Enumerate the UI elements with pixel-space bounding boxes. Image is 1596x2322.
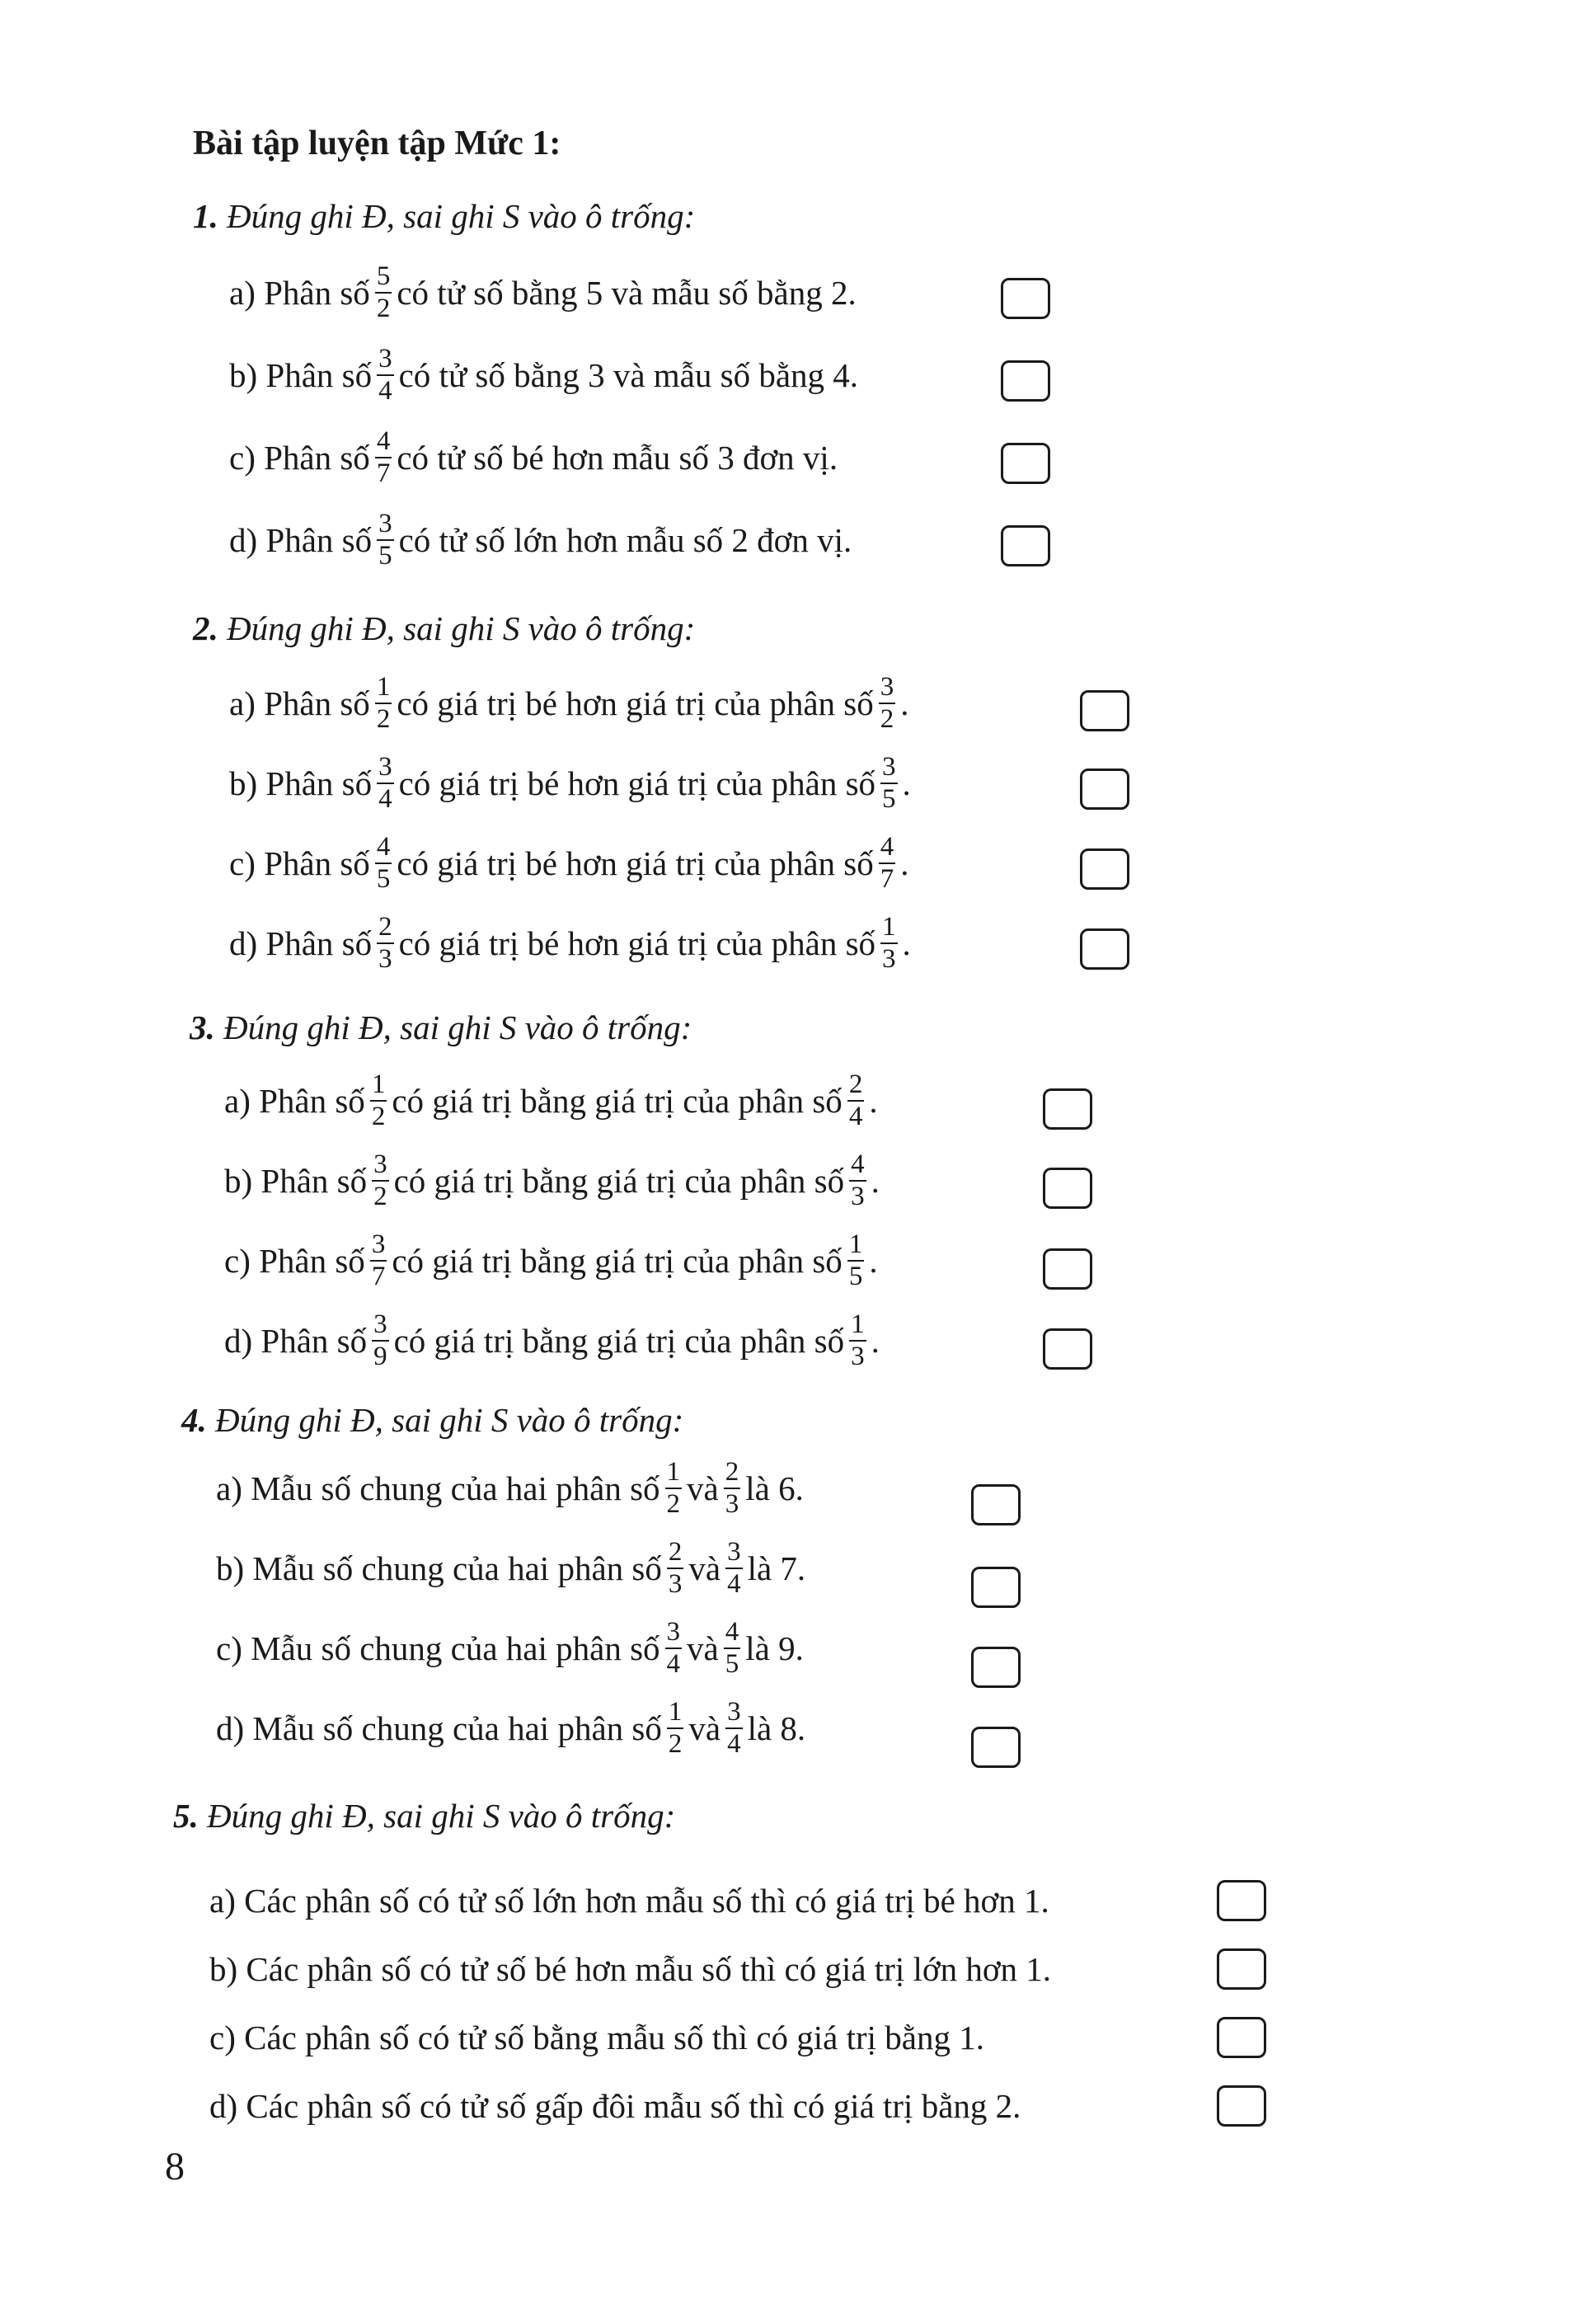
denominator: 9 [373, 1342, 387, 1371]
answer-box-4a[interactable] [971, 1484, 1021, 1525]
item-text: a) Các phân số có tử số lớn hơn mẫu số thì có giá trị bé hơn 1. [209, 1882, 1049, 1920]
numerator: 2 [724, 1459, 741, 1489]
denominator: 5 [725, 1649, 739, 1679]
fraction [849, 1151, 866, 1210]
item-text: và [688, 1709, 721, 1747]
fraction [880, 754, 898, 813]
item-end: . [869, 1082, 878, 1120]
item-text: có tử số bằng 5 và mẫu số bằng 2. [397, 274, 857, 312]
item-prefix: a) Phân số [229, 684, 370, 722]
exercise-5-item-b [209, 1932, 1051, 2006]
numerator: 4 [849, 1151, 866, 1182]
exercise-3-item-c [224, 1224, 878, 1298]
exercise-3-item-b [224, 1144, 880, 1218]
answer-box-5d[interactable] [1217, 2085, 1266, 2127]
denominator: 7 [376, 458, 391, 488]
exercise-2-item-b [229, 746, 911, 820]
numerator: 2 [377, 914, 394, 944]
numerator: 3 [880, 754, 898, 784]
exercise-4-item-c [216, 1611, 804, 1685]
fraction [372, 1151, 389, 1210]
fraction [725, 1539, 743, 1598]
exercise-instruction: Đúng ghi Đ, sai ghi S vào ô trống: [207, 1797, 676, 1835]
fraction [665, 1619, 683, 1678]
item-text: có giá trị bằng giá trị của phân số [393, 1162, 845, 1200]
item-prefix: b) Mẫu số chung của hai phân số [216, 1549, 662, 1587]
denominator: 2 [373, 1182, 387, 1211]
fraction [724, 1619, 741, 1678]
item-text: c) Các phân số có tử số bằng mẫu số thì có giá trị bằng 1. [209, 2019, 984, 2056]
answer-box-2b[interactable] [1080, 769, 1129, 810]
item-end: . [900, 844, 909, 882]
answer-box-5c[interactable] [1217, 2017, 1266, 2058]
denominator: 2 [880, 704, 894, 734]
exercise-instruction: Đúng ghi Đ, sai ghi S vào ô trống: [227, 609, 696, 647]
answer-box-4b[interactable] [971, 1567, 1021, 1608]
item-end: . [902, 764, 911, 802]
numerator: 2 [847, 1071, 865, 1102]
denominator: 2 [376, 704, 391, 734]
denominator: 5 [882, 784, 896, 814]
item-end: . [900, 684, 909, 722]
exercise-1-item-a [229, 256, 857, 330]
exercise-number: 1. [193, 197, 218, 235]
fraction [377, 914, 394, 973]
fraction [847, 1071, 865, 1130]
denominator: 3 [851, 1182, 865, 1211]
item-prefix: b) Phân số [229, 764, 373, 802]
item-text: có tử số bằng 3 và mẫu số bằng 4. [398, 356, 859, 394]
fraction [667, 1539, 684, 1598]
fraction [667, 1699, 684, 1758]
numerator: 3 [725, 1539, 743, 1569]
numerator: 4 [375, 834, 392, 864]
exercise-number: 5. [173, 1797, 199, 1835]
exercise-2-item-a [229, 666, 909, 740]
numerator: 3 [665, 1619, 683, 1649]
denominator: 5 [848, 1262, 863, 1291]
fraction [375, 263, 392, 322]
page-number: 8 [165, 2145, 185, 2188]
item-end: là 9. [745, 1629, 804, 1667]
exercise-3-item-a [224, 1064, 878, 1138]
item-prefix: d) Phân số [229, 521, 373, 559]
item-end: . [871, 1322, 880, 1360]
numerator: 1 [667, 1699, 684, 1729]
item-text: b) Các phân số có tử số bé hơn mẫu số thì có giá trị lớn hơn 1. [209, 1950, 1051, 1988]
exercise-4-heading [181, 1400, 683, 1440]
item-end: . [871, 1162, 880, 1200]
numerator: 1 [880, 914, 898, 944]
numerator: 1 [849, 1311, 866, 1342]
exercise-3-item-d [224, 1304, 880, 1378]
denominator: 3 [378, 944, 392, 974]
exercise-1-heading [193, 196, 695, 236]
answer-box-3b[interactable] [1043, 1168, 1092, 1209]
fraction [375, 674, 392, 733]
answer-box-4d[interactable] [971, 1727, 1021, 1768]
item-prefix: d) Phân số [224, 1322, 368, 1360]
numerator: 4 [375, 428, 392, 458]
denominator: 5 [376, 864, 391, 894]
exercise-2-heading [193, 609, 695, 648]
item-prefix: b) Phân số [224, 1162, 368, 1200]
numerator: 3 [879, 674, 896, 704]
exercise-instruction: Đúng ghi Đ, sai ghi S vào ô trống: [223, 1008, 692, 1046]
fraction [375, 834, 392, 893]
fraction [880, 914, 898, 973]
fraction [372, 1311, 389, 1370]
denominator: 4 [727, 1729, 741, 1759]
item-text: có giá trị bằng giá trị của phân số [393, 1322, 845, 1360]
item-prefix: c) Phân số [224, 1242, 365, 1280]
item-text: d) Các phân số có tử số gấp đôi mẫu số thì có giá trị bằng 2. [209, 2087, 1021, 2125]
denominator: 4 [378, 784, 392, 814]
page-title: Bài tập luyện tập Mức 1: [193, 125, 561, 162]
fraction [377, 345, 394, 405]
denominator: 3 [668, 1569, 683, 1599]
item-prefix: d) Mẫu số chung của hai phân số [216, 1709, 662, 1747]
numerator: 3 [372, 1311, 389, 1342]
item-prefix: c) Phân số [229, 844, 370, 882]
fraction [375, 428, 392, 487]
fraction [847, 1231, 865, 1290]
exercise-2-item-d [229, 906, 911, 980]
answer-box-3a[interactable] [1043, 1088, 1092, 1130]
numerator: 2 [667, 1539, 684, 1569]
numerator: 1 [665, 1459, 683, 1489]
fraction [377, 754, 394, 813]
fraction [377, 510, 394, 570]
exercise-5-item-d [209, 2069, 1021, 2143]
exercise-4-item-d [216, 1691, 805, 1765]
answer-box-5b[interactable] [1217, 1948, 1266, 1990]
denominator: 3 [851, 1342, 865, 1371]
answer-box-1a[interactable] [1001, 278, 1050, 319]
numerator: 4 [724, 1619, 741, 1649]
exercise-1-item-d [229, 503, 852, 577]
item-prefix: a) Phân số [224, 1082, 365, 1120]
numerator: 1 [370, 1071, 387, 1102]
denominator: 2 [668, 1729, 683, 1759]
numerator: 3 [377, 754, 394, 784]
item-prefix: c) Phân số [229, 439, 370, 477]
answer-box-1d[interactable] [1001, 525, 1050, 566]
fraction [665, 1459, 683, 1518]
item-prefix: a) Mẫu số chung của hai phân số [216, 1469, 660, 1507]
item-end: là 6. [745, 1469, 804, 1507]
exercise-5-item-a [209, 1864, 1049, 1938]
denominator: 7 [371, 1262, 386, 1291]
denominator: 2 [376, 294, 391, 323]
fraction [724, 1459, 741, 1518]
answer-box-2a[interactable] [1080, 690, 1129, 731]
denominator: 7 [880, 864, 894, 894]
denominator: 3 [725, 1489, 739, 1519]
denominator: 4 [848, 1102, 863, 1131]
item-end: là 7. [747, 1549, 806, 1587]
denominator: 3 [882, 944, 896, 974]
answer-box-3d[interactable] [1043, 1328, 1092, 1370]
exercise-instruction: Đúng ghi Đ, sai ghi S vào ô trống: [215, 1401, 684, 1439]
exercise-4-item-a [216, 1451, 804, 1525]
item-end: . [869, 1242, 878, 1280]
item-text: có tử số lớn hơn mẫu số 2 đơn vị. [398, 521, 852, 559]
answer-box-1b[interactable] [1001, 360, 1050, 402]
item-text: và [687, 1469, 719, 1507]
answer-box-1c[interactable] [1001, 443, 1050, 484]
fraction [879, 674, 896, 733]
item-text: và [688, 1549, 721, 1587]
numerator: 3 [372, 1151, 389, 1182]
answer-box-4c[interactable] [971, 1647, 1021, 1688]
exercise-1-item-b [229, 338, 858, 412]
exercise-4-item-b [216, 1531, 805, 1605]
answer-box-2c[interactable] [1080, 848, 1129, 890]
numerator: 3 [370, 1231, 387, 1262]
item-text: có giá trị bé hơn giá trị của phân số [398, 924, 876, 962]
numerator: 3 [377, 345, 394, 376]
item-text: có giá trị bé hơn giá trị của phân số [398, 764, 876, 802]
denominator: 4 [378, 376, 392, 406]
item-end: là 8. [747, 1709, 806, 1747]
denominator: 4 [727, 1569, 741, 1599]
denominator: 2 [371, 1102, 386, 1131]
item-text: có giá trị bé hơn giá trị của phân số [397, 684, 874, 722]
item-text: có giá trị bé hơn giá trị của phân số [397, 844, 874, 882]
item-end: . [902, 924, 911, 962]
exercise-number: 4. [181, 1401, 207, 1439]
fraction [849, 1311, 866, 1370]
answer-box-2d[interactable] [1080, 928, 1129, 970]
fraction [725, 1699, 743, 1758]
exercise-5-item-c [209, 2000, 984, 2075]
exercise-5-heading [173, 1796, 675, 1836]
numerator: 3 [377, 510, 394, 541]
fraction [879, 834, 896, 893]
exercise-3-heading [190, 1008, 692, 1047]
item-text: có tử số bé hơn mẫu số 3 đơn vị. [397, 439, 838, 477]
fraction [370, 1071, 387, 1130]
answer-box-5a[interactable] [1217, 1880, 1266, 1921]
item-prefix: d) Phân số [229, 924, 373, 962]
exercise-number: 3. [190, 1008, 215, 1046]
numerator: 4 [879, 834, 896, 864]
numerator: 5 [375, 263, 392, 294]
item-text: và [687, 1629, 719, 1667]
exercise-1-item-c [229, 421, 838, 495]
item-text: có giá trị bằng giá trị của phân số [392, 1242, 843, 1280]
denominator: 2 [666, 1489, 681, 1519]
item-prefix: b) Phân số [229, 356, 373, 394]
denominator: 4 [666, 1649, 681, 1679]
exercise-number: 2. [193, 609, 218, 647]
exercise-2-item-c [229, 826, 909, 900]
answer-box-3c[interactable] [1043, 1248, 1092, 1290]
fraction [370, 1231, 387, 1290]
item-prefix: c) Mẫu số chung của hai phân số [216, 1629, 660, 1667]
exercise-instruction: Đúng ghi Đ, sai ghi S vào ô trống: [227, 197, 696, 235]
denominator: 5 [378, 541, 392, 571]
numerator: 3 [725, 1699, 743, 1729]
numerator: 1 [375, 674, 392, 704]
numerator: 1 [847, 1231, 865, 1262]
item-text: có giá trị bằng giá trị của phân số [392, 1082, 843, 1120]
item-prefix: a) Phân số [229, 274, 370, 312]
